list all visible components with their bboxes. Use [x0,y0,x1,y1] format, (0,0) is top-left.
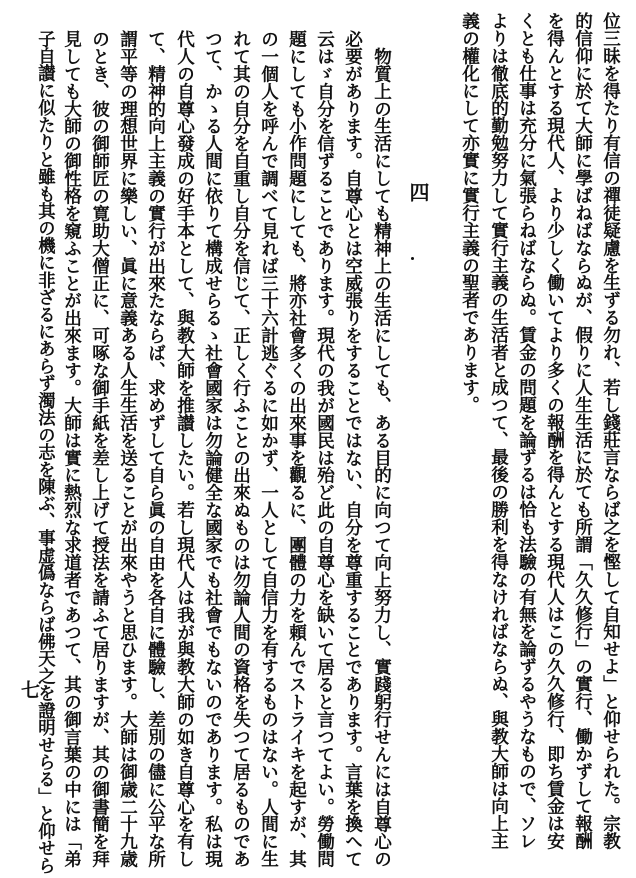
text-line: を得んとする現代人、より少しく働いてより多くの報酬を得んとする現代人はこの久久修行、即ち賃金は安 [544,12,566,850]
text-line: 代人の自尊心發成の好手本として、與教大師を推讃したい。若し現代人は我が與教大師の如き自尊心を有し [174,30,196,868]
text-line: 見しても大師の御性格を窺ふことが出來ます。大師は實に熱烈な求道者であつて、其の御言葉の中には「弟 [61,30,83,868]
text-line: 必要があります。自尊心とは空威張りをすることではない、自分を尊重することであります。言葉を換へて [342,30,364,868]
text-line: つて、かゝる人間に依りて構成せらるゝ社會國家は勿論健全な國家でも社會でもないのであります。私は現 [202,30,224,868]
text-line: のとき、彼の御師匠の寛助大僧正に、可啄な御手紙を差し上げて授法を請ふて居りますが、其の御書簡を拜 [89,30,111,868]
text-line: 謂平等の理想世界に樂しい、眞に意義ある人生生活を送ることが出來やうと思ひます。大師は御歳二十九歳 [117,30,139,868]
text-line: て、精神的向上主義の實行が出來たならば、求めずして自ら眞の自由を各自に體驗し、差別の儘に公平な所 [145,30,167,868]
text-line: 云はゞ自分を信ずることであります。現代の我が國民は殆ど此の自尊心を缺いて居ると言つてよい。勞働問 [314,30,336,868]
text-line: 義の權化にして亦實に實行主義の聖者であります。 [459,12,481,414]
page-number: 七 [18,680,40,699]
text-line: 題にしても小作問題にしても、將亦社會多くの出來事を觀るに、團體の力を頼んでストライキを起すが、其 [286,30,308,868]
text-line: の一個人を呼んで調べて見れば三十六計逃ぐるに如かず、一人として自信力を有するものはない。人間に生 [258,30,280,868]
section-heading: 四 [406,182,430,202]
text-line: 子自讃に似たりと雖も其の機に非ざるにあらず濁法の志を陳ぶ、事虚僞ならば佛天之を證明せらる」と仰せら [34,30,55,874]
text-line: くとも仕事は充分に氣張らねばならぬ。賃金の問題を論ずるは恰も法驗の有無を論ずるやうなもので、ソレ [516,12,538,850]
text-line: よりは徹底的勤勉努力して實行主義の生活者と成つて、最後の勝利を得なければならぬ、與教大師は向上主 [488,12,510,850]
text-line: 位三昧を得たり有信の禪徒疑慮を生ずる勿れ、若し錢莊言ならば之を慳して自知せよ」と仰せられた。宗教 [600,12,622,850]
text-line: れて其の自分を自重し自分を信じて、正しく行ふことの出來ぬものは勿論人間の資格を失つて居るものであ [230,30,252,868]
heading-dot [411,257,414,260]
text-line: 的信仰に於て大師に學ばねばならぬが、假りに人生生活に於ても所謂「久久修行」の實行、働かずして報酬 [572,12,594,850]
text-line: 物質上の生活にしても精神上の生活にしても、ある目的に向つて向上努力し、實踐躬行せんには自尊心の [371,30,393,868]
